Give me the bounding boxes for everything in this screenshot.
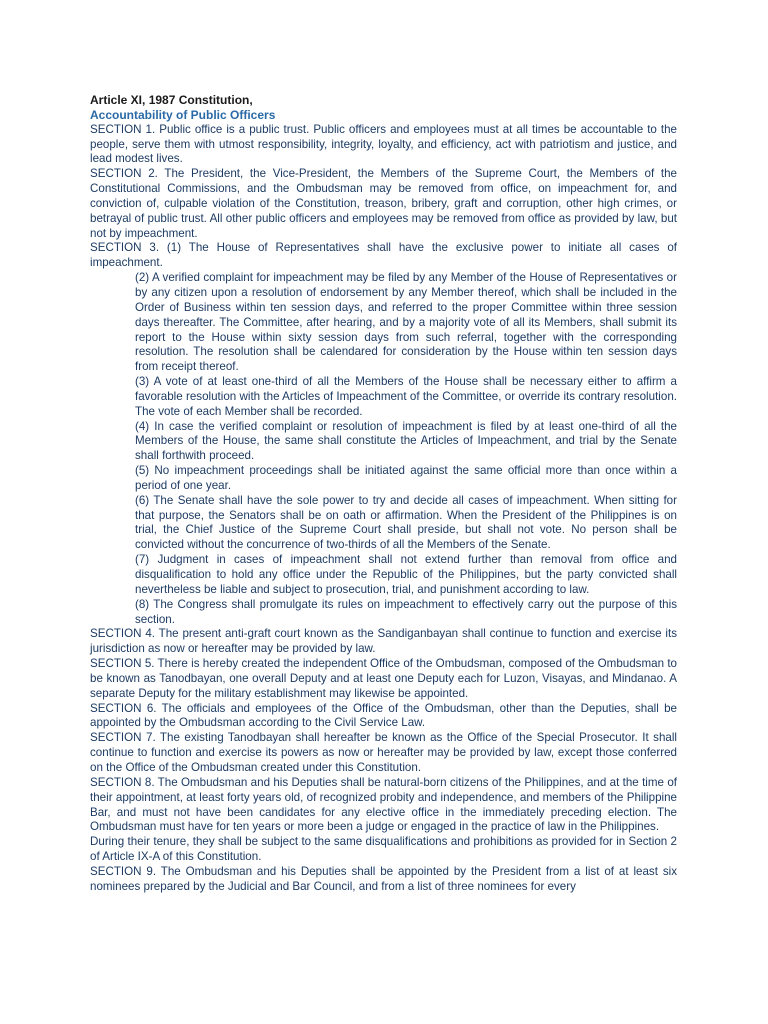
section-5: SECTION 5. There is hereby created the independent Office of the Ombudsman, composed of the Ombudsman to be known as Tanodbayan, one overall Deputy and at least one Deputy each for Luzon, Visayas, and Mindanao. A separate Deputy for the military establishment may likewise be appointed.: [90, 657, 677, 700]
section-8-continuation: During their tenure, they shall be subject to the same disqualifications and prohibitions as provided for in Section 2 of Article IX-A of this Constitution.: [90, 835, 677, 864]
section-3-paragraph-8: (8) The Congress shall promulgate its rules on impeachment to effectively carry out the purpose of this section.: [135, 597, 677, 626]
section-9: SECTION 9. The Ombudsman and his Deputies shall be appointed by the President from a list of at least six nominees prepared by the Judicial and Bar Council, and from a list of three nominees for every: [90, 864, 677, 893]
section-2: SECTION 2. The President, the Vice-President, the Members of the Supreme Court, the Members of the Constitutional Commissions, and the Ombudsman may be removed from office, on impeachment for, and conviction of, culpable violation of the Constitution, treason, bribery, graft and corruption, other high crimes, or betrayal of public trust. All other public officers and employees may be removed from office as provided by law, but not by impeachment.: [90, 167, 677, 240]
section-6: SECTION 6. The officials and employees of the Office of the Ombudsman, other than the Deputies, shall be appointed by the Ombudsman according to the Civil Service Law.: [90, 701, 677, 730]
section-8: SECTION 8. The Ombudsman and his Deputies shall be natural-born citizens of the Philippines, and at the time of their appointment, at least forty years old, of recognized probity and independence, and members of the Philippine Bar, and must not have been candidates for any elective office in the immediately preceding election. The Ombudsman must have for ten years or more been a judge or engaged in the practice of law in the Philippines.: [90, 775, 677, 834]
section-3-paragraph-5: (5) No impeachment proceedings shall be initiated against the same official more than once within a period of one year.: [135, 464, 677, 492]
section-1: SECTION 1. Public office is a public trust. Public officers and employees must at all times be accountable to the people, serve them with utmost responsibility, integrity, loyalty, and efficiency, act with patriotism and justice, and lead modest lives.: [90, 122, 677, 166]
section-3-paragraph-3: (3) A vote of at least one-third of all the Members of the House shall be necessary either to affirm a favorable resolution with the Articles of Impeachment of the Committee, or override its contrary resolution. The vote of each Member shall be recorded.: [135, 375, 677, 418]
section-3-paragraph-6: (6) The Senate shall have the sole power to try and decide all cases of impeachment. When sitting for that purpose, the Senators shall be on oath or affirmation. When the President of the Philippines is on trial, the Chief Justice of the Supreme Court shall preside, but shall not vote. No person shall be convicted without the concurrence of two-thirds of all the Members of the Senate.: [135, 493, 677, 552]
section-3-paragraph-4: (4) In case the verified complaint or resolution of impeachment is filed by at least one-third of all the Members of the House, the same shall constitute the Articles of Impeachment, and trial by the Senate shall forthwith proceed.: [135, 419, 677, 463]
document-title: Article XI, 1987 Constitution,: [90, 93, 253, 107]
section-3-paragraph-2: (2) A verified complaint for impeachment may be filed by any Member of the House of Representatives or by any citizen upon a resolution of endorsement by any Member thereof, which shall be included in the Order of Business within ten session days, and referred to the proper Committee within three session days thereafter. The Committee, after hearing, and by a majority vote of all its Members, shall submit its report to the House within sixty session days from such referral, together with the corresponding resolution. The resolution shall be calendared for consideration by the House within ten session days from receipt thereof.: [135, 271, 677, 374]
document-subtitle: Accountability of Public Officers: [90, 107, 276, 122]
section-3: SECTION 3. (1) The House of Representatives shall have the exclusive power to initiate all cases of impeachment.: [90, 241, 677, 270]
section-3-paragraph-7: (7) Judgment in cases of impeachment shall not extend further than removal from office and disqualification to hold any office under the Republic of the Philippines, but the party convicted shall nevertheless be liable and subject to prosecution, trial, and punishment according to law.: [135, 553, 677, 596]
section-7: SECTION 7. The existing Tanodbayan shall hereafter be known as the Office of the Special Prosecutor. It shall continue to function and exercise its powers as now or hereafter may be provided by law, except those conferred on the Office of the Ombudsman created under this Constitution.: [90, 731, 677, 774]
document-page: [90, 93, 677, 895]
section-4: SECTION 4. The present anti-graft court known as the Sandiganbayan shall continue to function and exercise its jurisdiction as now or hereafter may be provided by law.: [90, 627, 677, 656]
